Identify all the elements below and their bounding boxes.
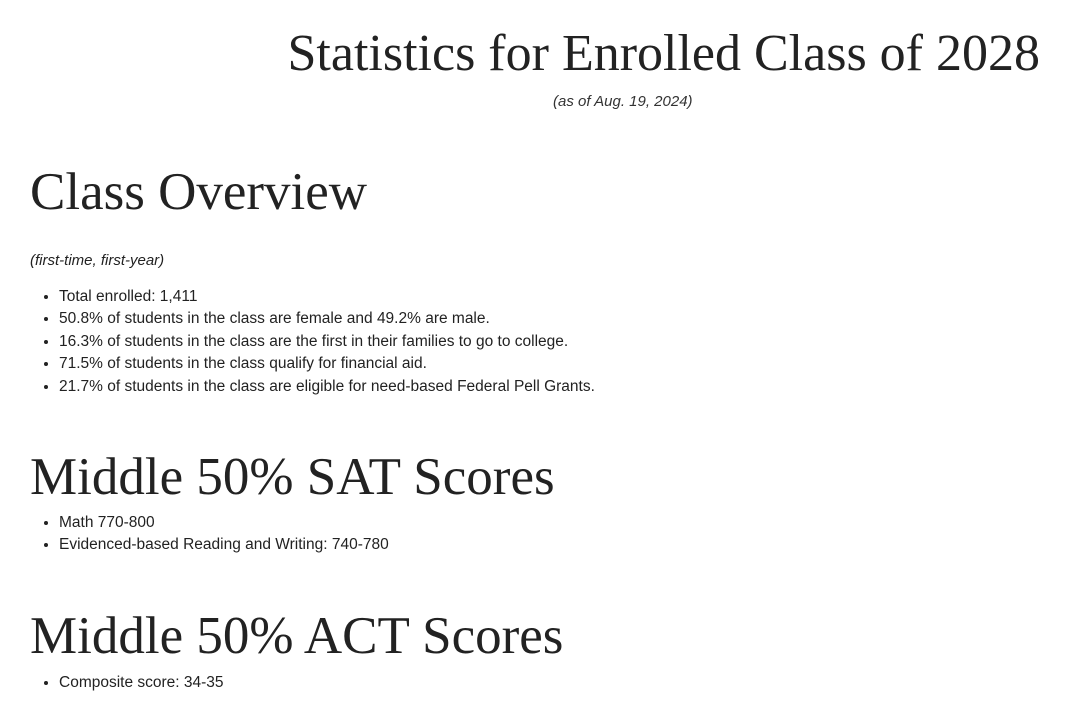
- sat-scores-heading: Middle 50% SAT Scores: [30, 448, 555, 506]
- class-overview-list: [30, 286, 595, 398]
- list-item: • 16.3% of students in the class are the first in their families to go to college.: [59, 331, 595, 353]
- class-overview-note: (first-time, first-year): [30, 252, 165, 269]
- act-scores-list: [30, 672, 224, 694]
- list-item: • 21.7% of students in the class are eligible for need-based Federal Pell Grants.: [59, 376, 595, 398]
- page-title: Statistics for Enrolled Class of 2028: [287, 25, 1040, 82]
- list-item: • Composite score: 34-35: [59, 672, 224, 694]
- sat-scores-list: [30, 512, 389, 557]
- list-item: • Evidenced-based Reading and Writing: 740-780: [59, 534, 389, 556]
- class-overview-heading: Class Overview: [30, 163, 368, 221]
- list-item: • Math 770-800: [59, 512, 389, 534]
- as-of-date: (as of Aug. 19, 2024): [553, 93, 693, 110]
- list-item: • 71.5% of students in the class qualify for financial aid.: [59, 353, 595, 375]
- list-item: • Total enrolled: 1,411: [59, 286, 595, 308]
- act-scores-heading: Middle 50% ACT Scores: [30, 607, 564, 665]
- list-item: • 50.8% of students in the class are female and 49.2% are male.: [59, 308, 595, 330]
